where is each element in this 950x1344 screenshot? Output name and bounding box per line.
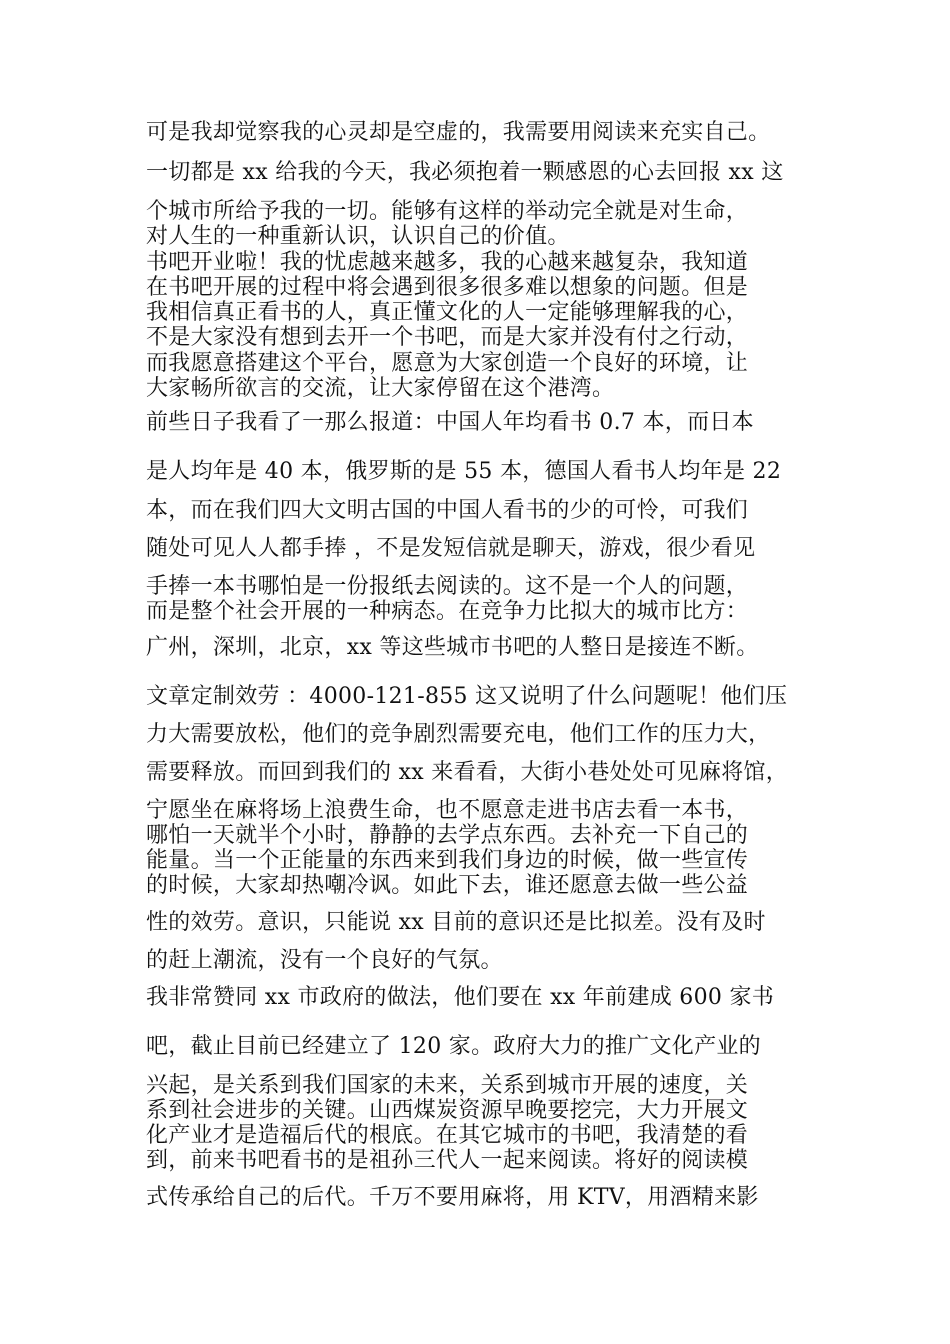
text-line: 手捧一本书哪怕是一份报纸去阅读的。这不是一个人的问题， — [146, 574, 749, 599]
text-line: 一切都是 xx 给我的今天，我必须抱着一颗感恩的心去回报 xx 这 — [146, 160, 784, 185]
text-line: 需要释放。而回到我们的 xx 来看看，大街小巷处处可见麻将馆， — [146, 760, 789, 785]
text-line: 前些日子我看了一那么报道：中国人年均看书 0.7 本，而日本 — [146, 410, 754, 435]
text-line: 书吧开业啦！我的忧虑越来越多，我的心越来越复杂，我知道 — [146, 250, 749, 275]
text-line: 哪怕一天就半个小时，静静的去学点东西。去补充一下自己的 — [146, 823, 749, 848]
text-line: 的时候，大家却热嘲冷讽。如此下去，谁还愿意去做一些公益 — [146, 873, 749, 898]
text-line: 对人生的一种重新认识，认识自己的价值。 — [146, 224, 570, 249]
text-line: 而是整个社会开展的一种病态。在竞争力比拟大的城市比方： — [146, 599, 749, 624]
text-line: 系到社会进步的关键。山西煤炭资源早晚要挖完，大力开展文 — [146, 1098, 749, 1123]
text-line: 力大需要放松，他们的竞争剧烈需要充电，他们工作的压力大， — [146, 722, 771, 747]
text-line: 性的效劳。意识，只能说 xx 目前的意识还是比拟差。没有及时 — [146, 910, 766, 935]
text-line: 吧，截止目前已经建立了 120 家。政府大力的推广文化产业的 — [146, 1034, 761, 1059]
text-line: 的赶上潮流，没有一个良好的气氛。 — [146, 948, 503, 973]
text-line: 广州，深圳，北京，xx 等这些城市书吧的人整日是接连不断。 — [146, 635, 759, 660]
text-line: 我非常赞同 xx 市政府的做法，他们要在 xx 年前建成 600 家书 — [146, 985, 775, 1010]
text-line: 我相信真正看书的人，真正懂文化的人一定能够理解我的心， — [146, 300, 749, 325]
text-line: 是人均年是 40 本，俄罗斯的是 55 本，德国人看书人均年是 22 — [146, 459, 782, 484]
text-line: 大家畅所欲言的交流，让大家停留在这个港湾。 — [146, 376, 615, 401]
text-line: 化产业才是造福后代的根底。在其它城市的书吧，我清楚的看 — [146, 1123, 749, 1148]
text-line: 而我愿意搭建这个平台，愿意为大家创造一个良好的环境，让 — [146, 351, 749, 376]
text-line: 式传承给自己的后代。千万不要用麻将，用 KTV，用酒精来影 — [146, 1185, 759, 1210]
text-line: 不是大家没有想到去开一个书吧，而是大家并没有付之行动， — [146, 325, 749, 350]
text-line: 本，而在我们四大文明古国的中国人看书的少的可怜，可我们 — [146, 498, 749, 523]
text-line: 宁愿坐在麻将场上浪费生命，也不愿意走进书店去看一本书， — [146, 798, 749, 823]
text-line: 兴起，是关系到我们国家的未来，关系到城市开展的速度，关 — [146, 1073, 749, 1098]
text-line: 文章定制效劳 ：4000-121-855 这又说明了什么问题呢！他们压 — [146, 684, 788, 709]
text-line: 到，前来书吧看书的是祖孙三代人一起来阅读。将好的阅读模 — [146, 1148, 749, 1173]
text-line: 个城市所给予我的一切。能够有这样的举动完全就是对生命， — [146, 199, 749, 224]
text-line: 在书吧开展的过程中将会遇到很多很多难以想象的问题。但是 — [146, 275, 749, 300]
text-line: 随处可见人人都手捧 ，不是发短信就是聊天，游戏，很少看见 — [146, 536, 756, 561]
text-line: 能量。当一个正能量的东西来到我们身边的时候，做一些宣传 — [146, 848, 749, 873]
text-line: 可是我却觉察我的心灵却是空虚的，我需要用阅读来充实自己。 — [146, 120, 771, 145]
